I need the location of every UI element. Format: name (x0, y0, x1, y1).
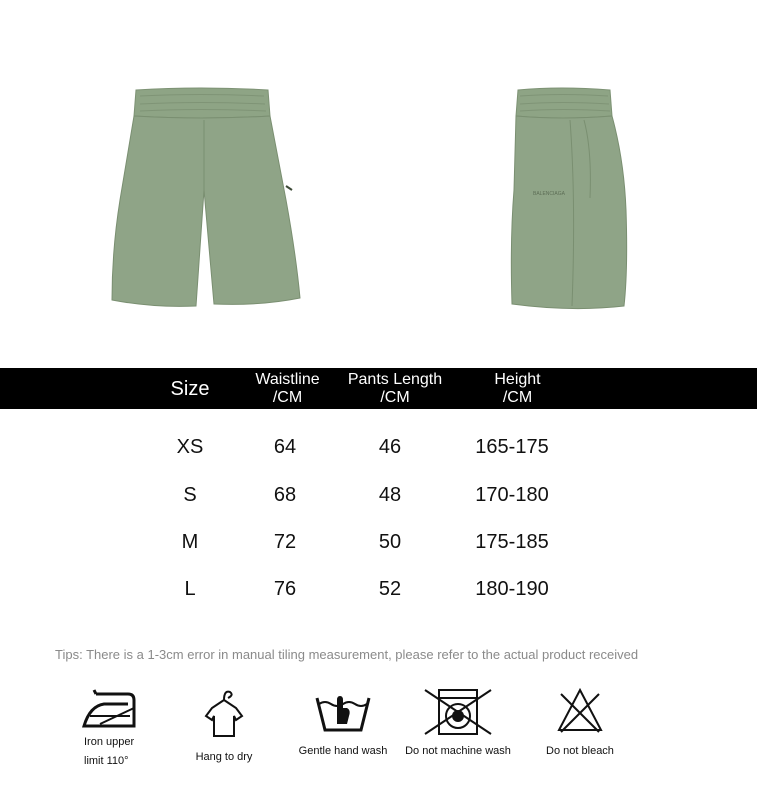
row-waistline: 68 (273, 483, 297, 506)
care-no-machine-wash (398, 686, 518, 761)
side-logo-text: BALENCIAGA (533, 191, 565, 197)
header-pants-length (340, 368, 450, 409)
care-no-machine-label: Do not machine wash (405, 745, 511, 757)
row-waistline: 64 (273, 435, 297, 458)
measurement-tip: Tips: There is a 1-3cm error in manual tiling measurement, please refer to the actual product received (55, 647, 639, 662)
header-pants-length-label: Pants Length (347, 370, 443, 388)
no-bleach-icon (555, 686, 605, 736)
row-height: 170-180 (475, 483, 549, 506)
header-waistline (240, 368, 335, 409)
table-row (0, 427, 757, 467)
no-machine-wash-icon (423, 686, 493, 736)
shorts-side-view-icon (500, 80, 640, 320)
row-size: XS (176, 435, 204, 458)
row-pants-length: 48 (378, 483, 402, 506)
care-hang-dry (164, 686, 284, 767)
care-iron-label-2: limit 110° (84, 755, 129, 767)
row-size: L (184, 577, 196, 600)
shorts-front-image (100, 80, 310, 320)
care-iron-label-1: Iron upper (84, 736, 135, 748)
iron-icon (82, 686, 142, 730)
header-waistline-unit: /CM (272, 388, 303, 406)
care-hand-label: Gentle hand wash (298, 745, 388, 757)
header-pants-length-unit: /CM (380, 388, 410, 406)
row-height: 175-185 (475, 530, 549, 553)
table-row (0, 569, 757, 609)
header-height-label: Height (494, 370, 541, 388)
header-height-unit: /CM (502, 388, 533, 406)
row-size: S (183, 483, 197, 506)
table-row (0, 522, 757, 562)
row-waistline: 76 (273, 577, 297, 600)
hang-dry-icon (202, 686, 246, 742)
row-height: 165-175 (475, 435, 549, 458)
care-iron (62, 686, 162, 771)
shorts-side-image (500, 80, 640, 320)
header-height (470, 368, 565, 409)
care-no-bleach-label: Do not bleach (546, 745, 614, 757)
care-hang-label: Hang to dry (195, 751, 253, 763)
row-pants-length: 50 (378, 530, 402, 553)
row-waistline: 72 (273, 530, 297, 553)
header-size: Size (170, 377, 210, 400)
row-size: M (181, 530, 199, 553)
hand-wash-icon (313, 686, 373, 736)
row-pants-length: 46 (378, 435, 402, 458)
row-pants-length: 52 (378, 577, 402, 600)
row-height: 180-190 (475, 577, 549, 600)
care-no-bleach (520, 686, 640, 761)
size-table-header (0, 368, 757, 409)
table-row (0, 475, 757, 515)
header-waistline-label: Waistline (255, 370, 320, 388)
shorts-front-view-icon (100, 80, 310, 320)
care-hand-wash (283, 686, 403, 761)
